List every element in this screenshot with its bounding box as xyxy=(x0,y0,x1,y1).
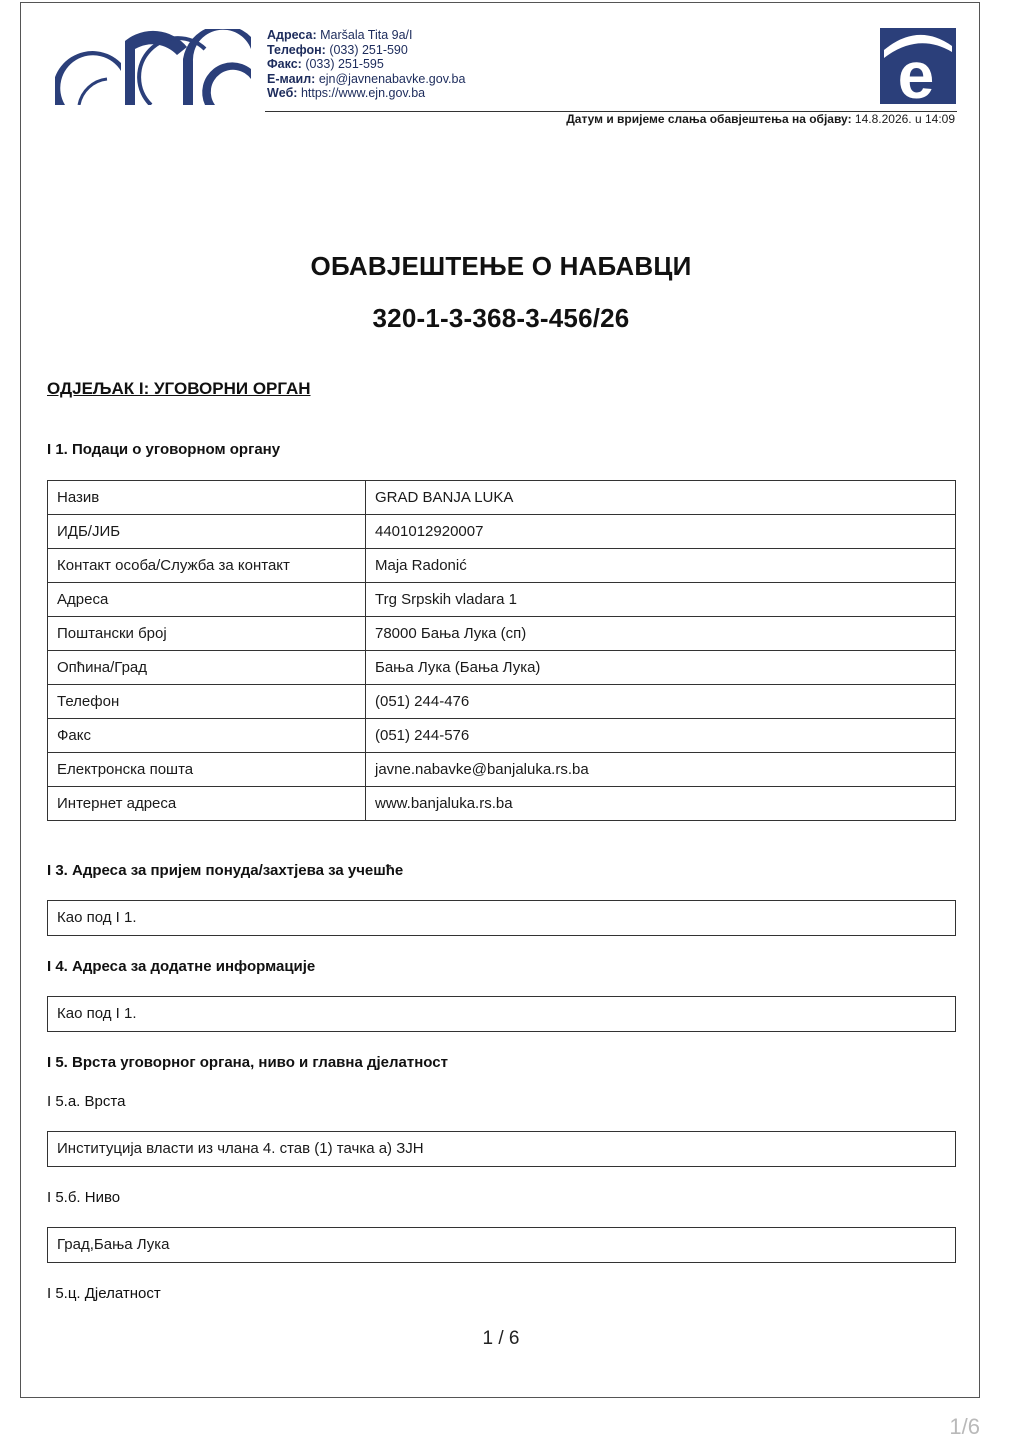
row-key: Интернет адреса xyxy=(48,787,366,821)
contact-web: Wеб: https://www.ejn.gov.ba xyxy=(267,86,426,100)
i4-heading: I 4. Адреса за додатне информације xyxy=(47,958,316,975)
row-value: GRAD BANJA LUKA xyxy=(366,481,956,515)
contracting-authority-table xyxy=(47,480,956,821)
i1-heading: I 1. Подаци о уговорном органу xyxy=(47,441,281,458)
row-key: Адреса xyxy=(48,583,366,617)
document-number: 320-1-3-368-3-456/26 xyxy=(372,303,630,333)
page-number: 1 / 6 xyxy=(482,1328,520,1349)
ejn-logo xyxy=(55,29,251,105)
i4-value-box: Као под I 1. xyxy=(47,996,956,1032)
document-title: ОБАВЈЕШТЕЊЕ О НАБАВЦИ xyxy=(310,251,692,281)
contact-address: Адреса: Maršala Tita 9a/I xyxy=(267,28,413,42)
row-key: Поштански број xyxy=(48,617,366,651)
i3-heading: I 3. Адреса за пријем понуда/захтјева за учешће xyxy=(47,862,404,879)
table-row xyxy=(48,753,956,787)
row-key: Опћина/Град xyxy=(48,651,366,685)
row-value: (051) 244-476 xyxy=(366,685,956,719)
i5a-label: I 5.а. Врста xyxy=(47,1093,126,1110)
row-value: 78000 Бања Лука (сп) xyxy=(366,617,956,651)
publication-date: Датум и вријеме слања обавјештења на објаву: 14.8.2026. u 14:09 xyxy=(566,112,955,126)
i5c-label: I 5.ц. Дјелатност xyxy=(47,1285,161,1302)
contact-fax: Факс: (033) 251-595 xyxy=(267,57,384,71)
contact-email: E-маил: ejn@javnenabavke.gov.ba xyxy=(267,71,466,86)
row-key: Телефон xyxy=(48,685,366,719)
row-key: Факс xyxy=(48,719,366,753)
email-link[interactable]: javne.nabavke@banjaluka.rs.ba xyxy=(366,753,956,787)
table-row xyxy=(48,583,956,617)
i5a-value-box: Институција власти из члана 4. став (1) тачка а) ЗЈН xyxy=(47,1131,956,1167)
row-key: Контакт особа/Служба за контакт xyxy=(48,549,366,583)
row-value: Maja Radonić xyxy=(366,549,956,583)
row-value: (051) 244-576 xyxy=(366,719,956,753)
i5b-label: I 5.б. Ниво xyxy=(47,1189,121,1206)
row-key: ИДБ/ЈИБ xyxy=(48,515,366,549)
row-value: Бања Лука (Бања Лука) xyxy=(366,651,956,685)
table-row xyxy=(48,719,956,753)
ejn-e-logo xyxy=(880,28,956,104)
row-value: 4401012920007 xyxy=(366,515,956,549)
viewer-page-indicator: 1/6 xyxy=(949,1414,980,1439)
section-heading: ОДЈЕЉАК I: УГОВОРНИ ОРГАН xyxy=(47,379,311,398)
contact-phone: Телефон: (033) 251-590 xyxy=(267,42,408,57)
row-value: Trg Srpskih vladara 1 xyxy=(366,583,956,617)
i3-value-box: Као под I 1. xyxy=(47,900,956,936)
website-link[interactable]: www.banjaluka.rs.ba xyxy=(366,787,956,821)
i5-heading: I 5. Врста уговорног органа, ниво и главна дјелатност xyxy=(47,1054,448,1071)
document-page xyxy=(20,2,980,1398)
table-row xyxy=(48,481,956,515)
table-row xyxy=(48,515,956,549)
table-row xyxy=(48,685,956,719)
table-row xyxy=(48,617,956,651)
i5b-value-box: Град,Бања Лука xyxy=(47,1227,956,1263)
table-row xyxy=(48,549,956,583)
row-key: Назив xyxy=(48,481,366,515)
contact-block xyxy=(267,28,465,101)
svg-text:e: e xyxy=(897,38,935,104)
table-row xyxy=(48,787,956,821)
row-key: Електронска пошта xyxy=(48,753,366,787)
table-row xyxy=(48,651,956,685)
